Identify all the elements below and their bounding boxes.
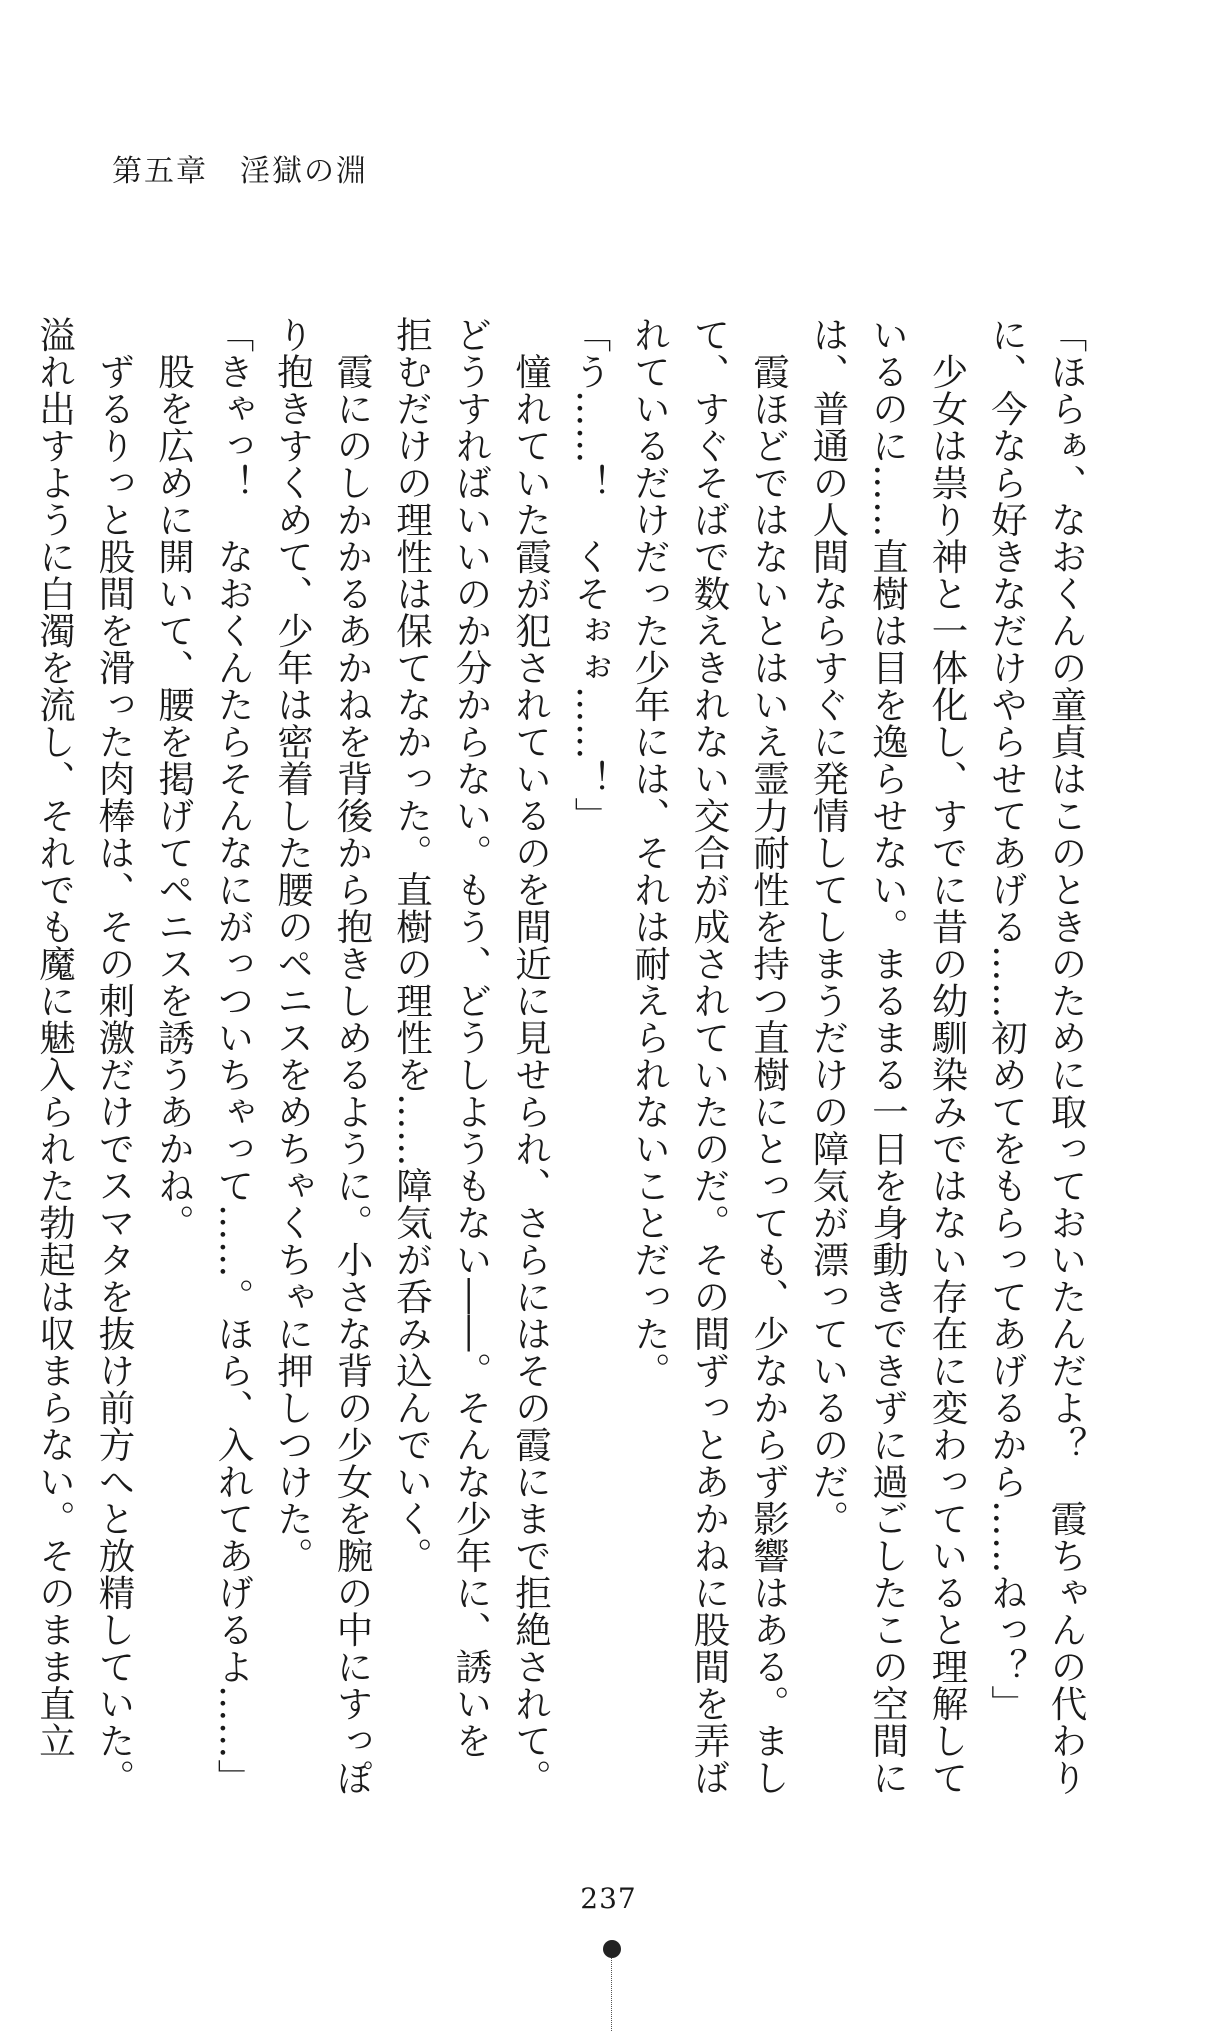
dotted-line-divider <box>611 1958 613 2031</box>
text-line: 少女は祟り神と一体化し、すでに昔の幼馴染みではない存在に変わっていると理解して <box>926 316 969 1796</box>
chapter-heading: 第五章 淫獄の淵 <box>112 154 368 189</box>
text-line: り抱きすくめて、少年は密着した腰のペニスをめちゃくちゃに押しつけた。 <box>271 316 315 1574</box>
text-line: 霞にのしかかるあかねを背後から抱きしめるように。小さな背の少女を腕の中にすっぽ <box>331 316 374 1796</box>
text-line: いるのに……直樹は目を逸らせない。まるまる一日を身動きできずに過ごしたこの空間に <box>866 316 910 1796</box>
text-line: 股を広めに開いて、腰を掲げてペニスを誘うあかね。 <box>152 316 196 1241</box>
text-line: 拒むだけの理性は保てなかった。直樹の理性を……障気が呑み込んでいく。 <box>390 316 434 1574</box>
text-line: 溢れ出すように白濁を流し、それでも魔に魅入られた勃起は収まらない。そのまま直立 <box>33 316 77 1759</box>
body-text <box>33 316 1096 1796</box>
text-line: 憧れていた霞が犯されているのを間近に見せられ、さらにはその霞にまで拒絶されて。 <box>509 316 553 1796</box>
text-line: れているだけだった少年には、それは耐えられないことだった。 <box>628 316 672 1389</box>
text-line: ずるりっと股間を滑った肉棒は、その刺激だけでスマタを抜け前方へと放精していた。 <box>93 316 136 1796</box>
text-line: 「きゃっ！ なおくんたらそんなにがっついちゃって……。ほら、入れてあげるよ……」 <box>212 316 255 1796</box>
text-line: どうすればいいのか分からない。もう、どうしようもない――。そんな少年に、誘いを <box>450 316 493 1759</box>
page-marker <box>611 1940 613 2031</box>
text-line: 霞ほどではないとはいえ霊力耐性を持つ直樹にとっても、少なからず影響はある。まし <box>747 316 791 1796</box>
bullet-dot-icon <box>603 1940 621 1958</box>
page-number: 237 <box>580 1882 637 1915</box>
text-line: に、今なら好きなだけやらせてあげる……初めてをもらってあげるから……ねっ？」 <box>985 316 1029 1722</box>
text-line: 「う……！ くそぉぉ……！」 <box>569 316 612 834</box>
text-line: は、普通の人間ならすぐに発情してしまうだけの障気が漂っているのだ。 <box>807 316 850 1537</box>
text-line: 「ほらぁ、なおくんの童貞はこのときのために取っておいたんだよ？ 霞ちゃんの代わり <box>1045 316 1088 1796</box>
text-line: て、すぐそばで数えきれない交合が成されていたのだ。その間ずっとあかねに股間を弄ば <box>688 316 731 1796</box>
